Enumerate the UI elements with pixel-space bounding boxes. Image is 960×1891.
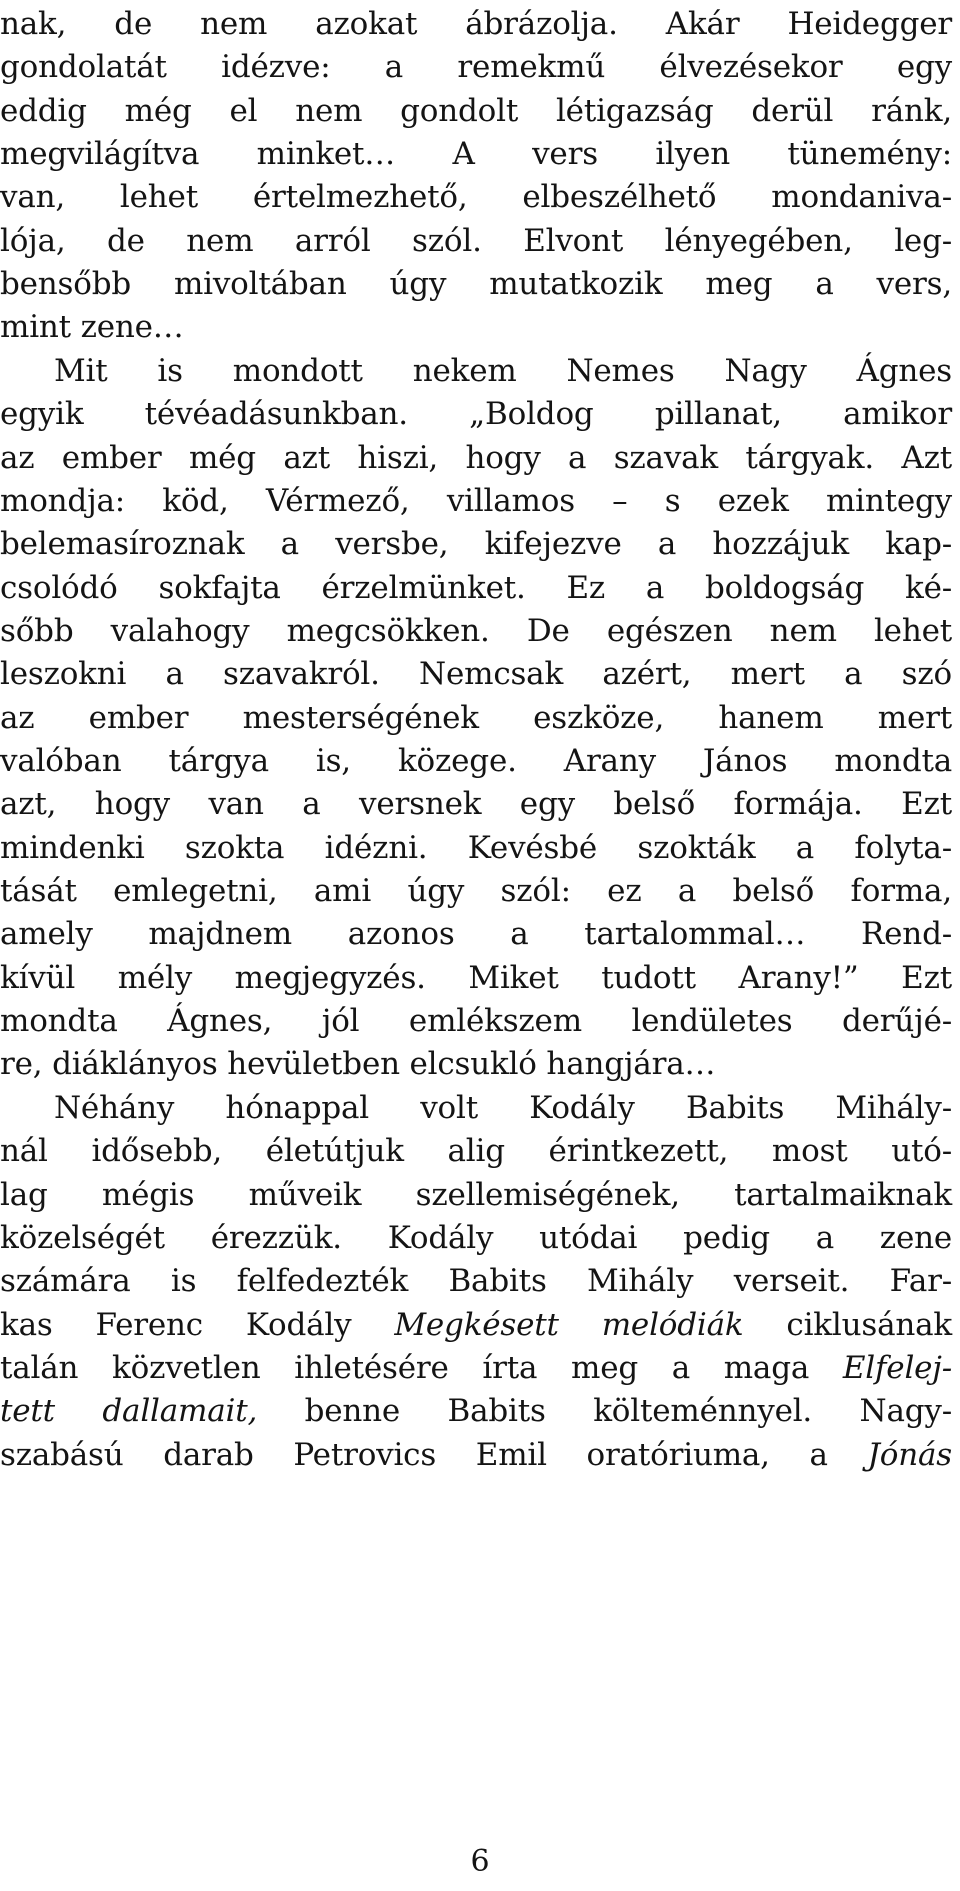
text-segment: eddig még el nem gondolt létigazság derül ránk,: [0, 92, 952, 129]
text-segment: tását emlegetni, ami úgy szól: ez a belső forma,: [0, 873, 952, 909]
book-title-italic: tett dallamait,: [0, 1393, 258, 1430]
text-segment: van, lehet értelmezhető, elbeszélhető mondaniva-: [0, 179, 952, 216]
text-segment: ciklusának: [743, 1306, 952, 1343]
page-number: 6: [470, 1844, 490, 1879]
text-segment: számára is felfedezték Babits Mihály verseit. Far-: [0, 1263, 952, 1300]
text-segment: sőbb valahogy megcsökken. De egészen nem lehet: [0, 612, 952, 649]
text-segment: mindenki szokta idézni. Kevésbé szokták a folyta-: [0, 829, 952, 866]
text-segment: azt, hogy van a versnek egy belső formája. Ezt: [0, 786, 952, 823]
text-segment: Mit is mondott nekem Nemes Nagy Ágnes: [54, 352, 952, 389]
text-segment: lója, de nem arról szól. Elvont lényegében, leg-: [0, 222, 952, 259]
text-segment: az ember még azt hiszi, hogy a szavak tárgyak. Azt: [0, 439, 952, 476]
text-segment: csolódó sokfajta érzelmünket. Ez a boldogság ké-: [0, 569, 952, 606]
text-segment: kas Ferenc Kodály: [0, 1306, 395, 1343]
text-segment: leszokni a szavakról. Nemcsak azért, mert a szó: [0, 656, 952, 693]
text-segment: Néhány hónappal volt Kodály Babits Mihály-: [54, 1089, 952, 1126]
text-segment: szabású darab Petrovics Emil oratóriuma, a: [0, 1436, 868, 1473]
text-segment: az ember mesterségének eszköze, hanem mert: [0, 699, 952, 736]
text-segment: amely majdnem azonos a tartalommal… Rend-: [0, 916, 952, 953]
text-segment: nak, de nem azokat ábrázolja. Akár Heidegger: [0, 6, 952, 42]
text-segment: mondja: köd, Vérmező, villamos – s ezek mintegy: [0, 482, 952, 519]
text-segment: gondolatát idézve: a remekmű élvezésekor egy: [0, 49, 952, 86]
text-line: [0, 1427, 952, 1483]
text-segment: lag mégis műveik szellemiségének, tartalmaiknak: [0, 1176, 952, 1213]
text-segment: mint zene…: [0, 309, 184, 346]
book-title-italic: Megkésett melódiák: [394, 1306, 744, 1343]
text-segment: benne Babits költeménnyel. Nagy-: [257, 1393, 952, 1430]
text-segment: egyik tévéadásunkban. „Boldog pillanat, amikor: [0, 396, 952, 433]
text-segment: megvilágítva minket… A vers ilyen tünemény:: [0, 136, 952, 173]
text-segment: kívül mély megjegyzés. Miket tudott Arany!” Ezt: [0, 959, 952, 996]
text-segment: nál idősebb, életútjuk alig érintkezett, most utó-: [0, 1133, 952, 1170]
book-title-italic: Jónás: [867, 1436, 952, 1473]
text-segment: belemasíroznak a versbe, kifejezve a hozzájuk kap-: [0, 526, 952, 563]
text-segment: közelségét érezzük. Kodály utódai pedig a zene: [0, 1219, 952, 1256]
text-segment: talán közvetlen ihletésére írta meg a maga: [0, 1349, 843, 1386]
text-segment: mondta Ágnes, jól emlékszem lendületes derűjé-: [0, 1003, 952, 1040]
text-segment: valóban tárgya is, közege. Arany János mondta: [0, 743, 952, 779]
text-segment: bensőbb mivoltában úgy mutatkozik meg a vers,: [0, 266, 952, 303]
book-title-italic: Elfelej-: [842, 1349, 952, 1386]
text-segment: re, diáklányos hevületben elcsukló hangjára…: [0, 1046, 716, 1083]
